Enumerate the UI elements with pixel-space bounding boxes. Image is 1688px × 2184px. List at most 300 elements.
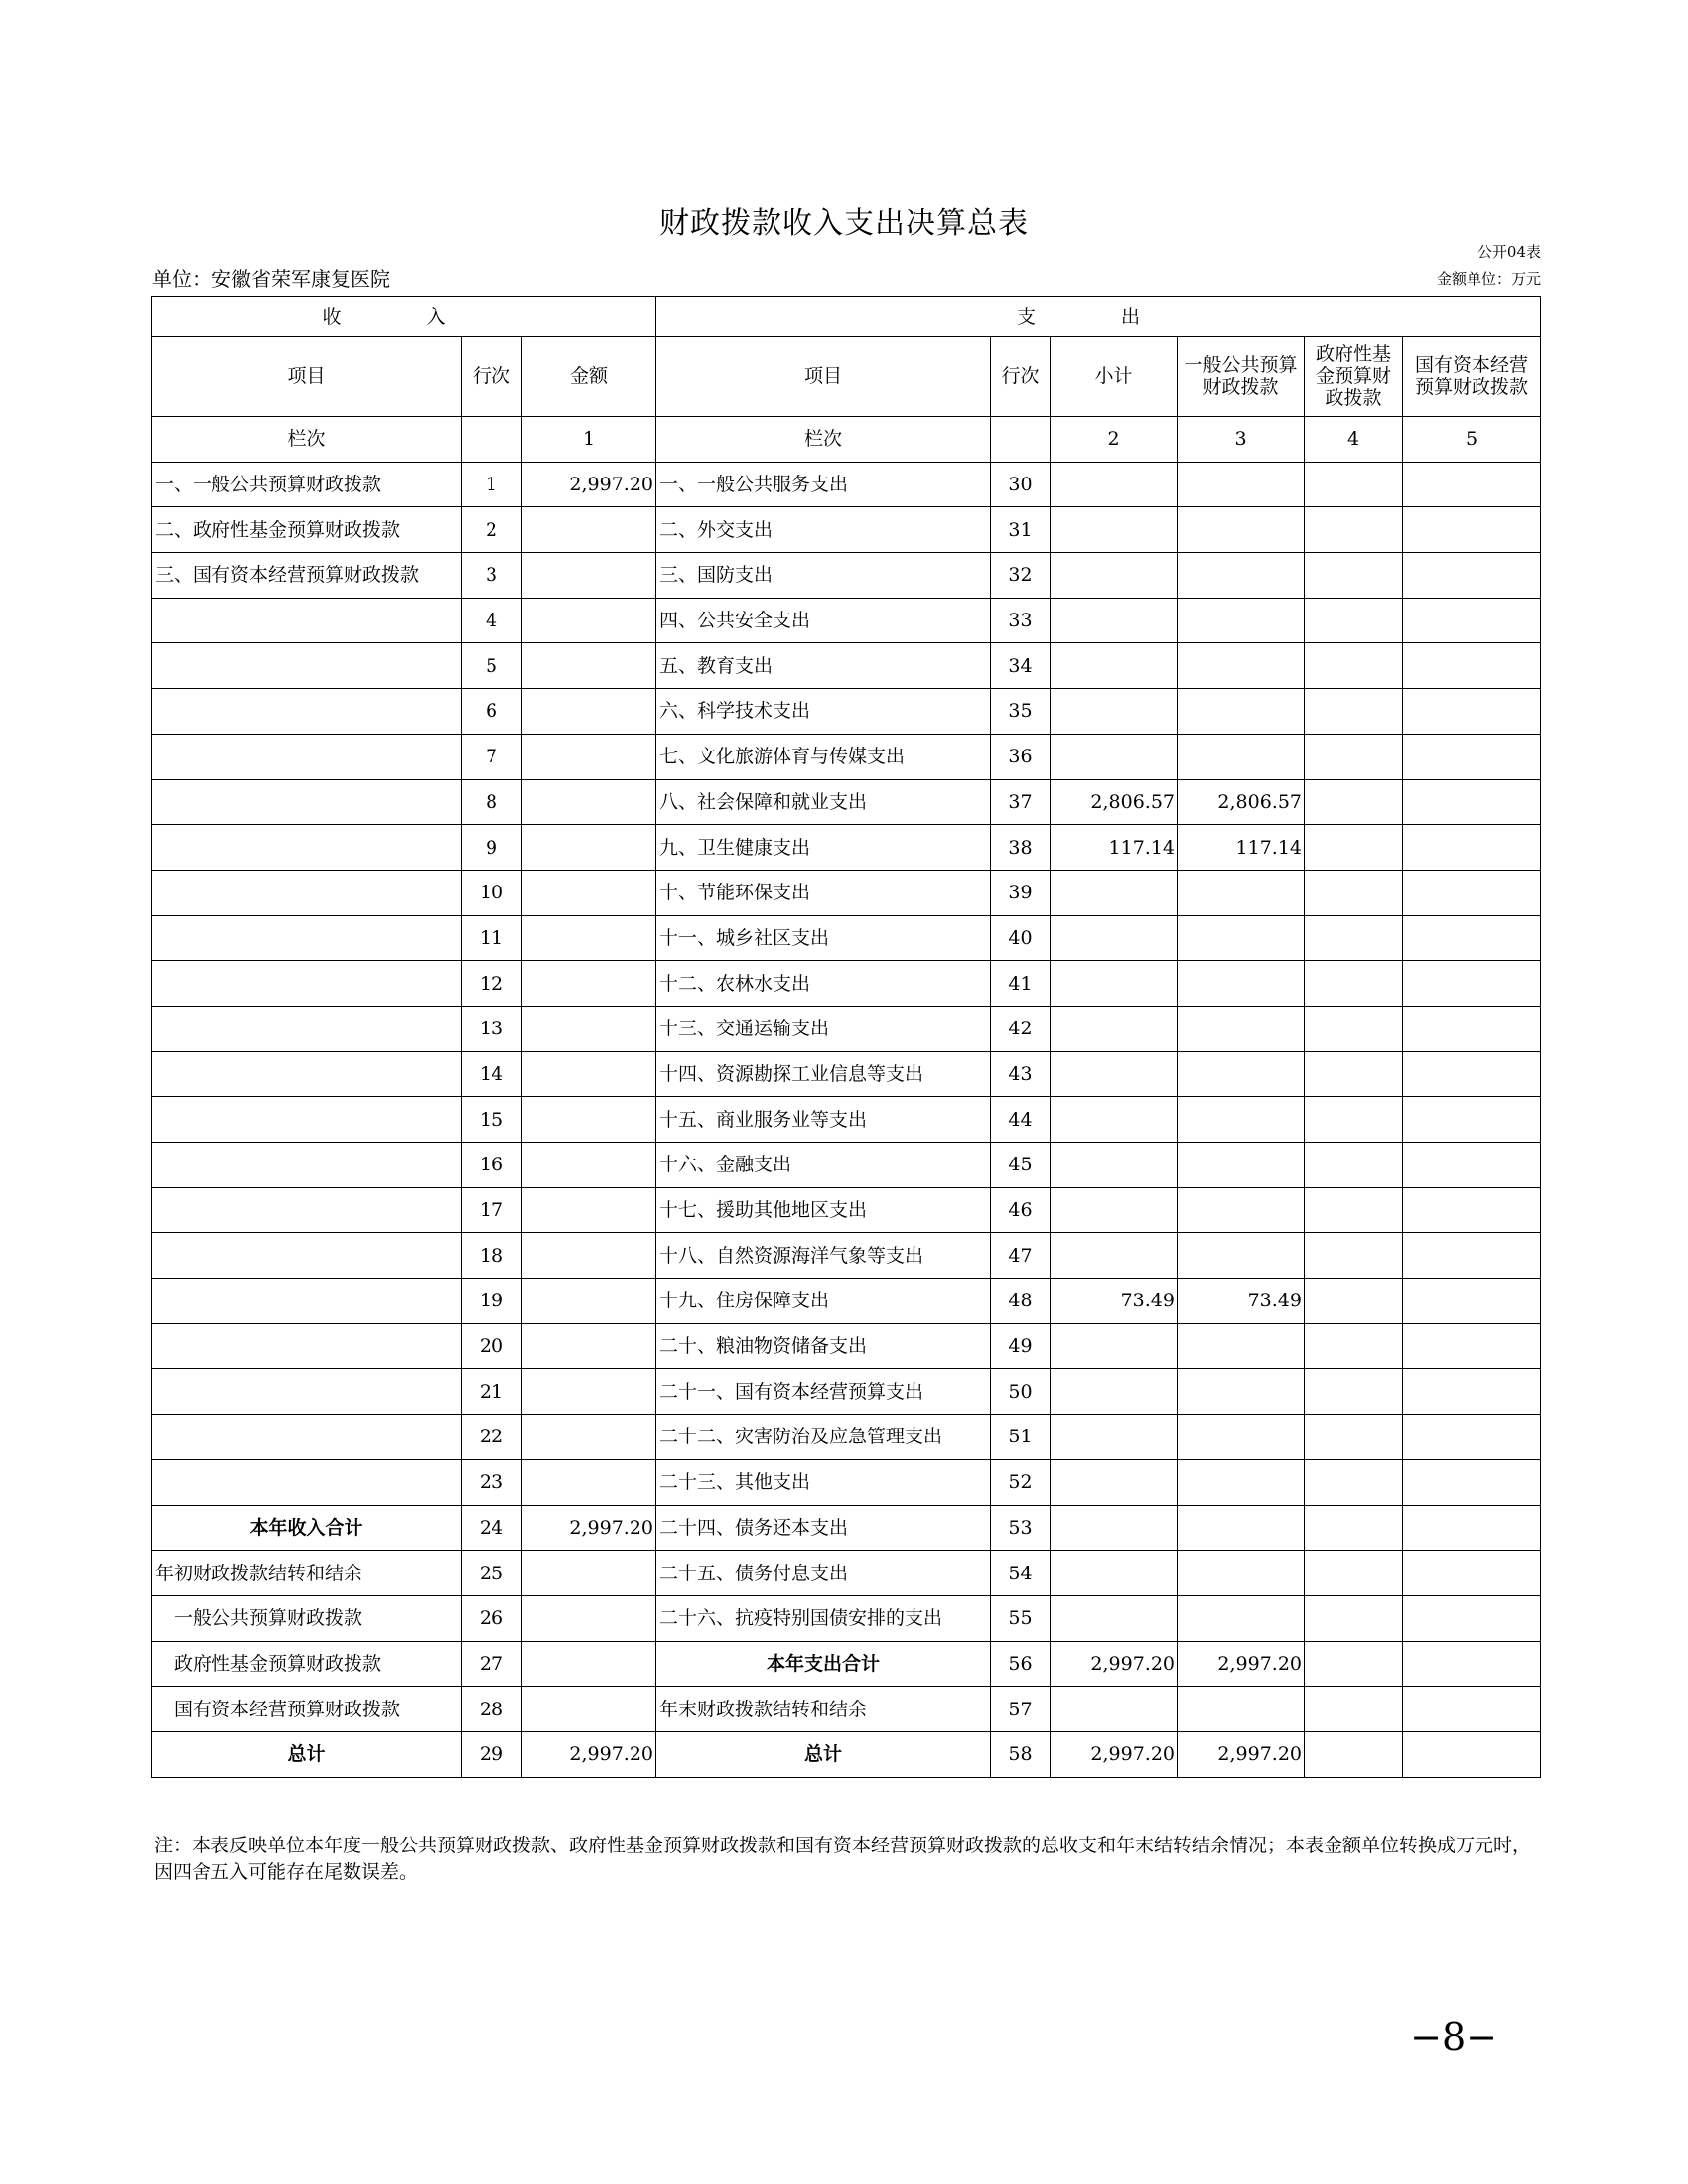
col-header-expense-item: 项目 [656, 337, 991, 417]
expense-line-cell: 46 [991, 1187, 1051, 1233]
expense-gov-fund-cell [1305, 643, 1403, 689]
income-line-cell: 14 [462, 1051, 522, 1097]
expense-line-cell: 33 [991, 598, 1051, 643]
income-amount-cell: 2,997.20 [522, 462, 656, 507]
footnote: 注：本表反映单位本年度一般公共预算财政拨款、政府性基金预算财政拨款和国有资本经营预算财政拨款的总收支和年末结转结余情况；本表金额单位转换成万元时，因四舍五入可能存在尾数误差。 [154, 1835, 1532, 1883]
income-line-cell: 29 [462, 1731, 522, 1777]
income-line-cell: 9 [462, 825, 522, 871]
expense-gov-fund-cell [1305, 1731, 1403, 1777]
income-amount-cell [522, 1233, 656, 1279]
income-item-cell [152, 825, 462, 871]
expense-gov-fund-cell [1305, 1641, 1403, 1687]
table-row [152, 1551, 1541, 1596]
expense-subtotal-cell [1051, 1687, 1178, 1732]
col-header-income-amount: 金额 [522, 337, 656, 417]
expense-general-budget-cell [1178, 1687, 1305, 1732]
col-index-4: 4 [1305, 417, 1403, 463]
table-row [152, 1097, 1541, 1143]
expense-line-cell: 32 [991, 553, 1051, 599]
expense-line-cell: 37 [991, 779, 1051, 825]
income-amount-cell [522, 825, 656, 871]
income-line-cell: 17 [462, 1187, 522, 1233]
col-index-empty [991, 417, 1051, 463]
col-index-expense-label: 栏次 [656, 417, 991, 463]
expense-gov-fund-cell [1305, 1006, 1403, 1051]
income-line-cell: 5 [462, 643, 522, 689]
table-row [152, 507, 1541, 553]
income-line-cell: 12 [462, 961, 522, 1007]
income-amount-cell [522, 915, 656, 961]
income-line-cell: 27 [462, 1641, 522, 1687]
income-item-cell: 一般公共预算财政拨款 [152, 1595, 462, 1641]
income-item-cell [152, 598, 462, 643]
income-line-cell: 6 [462, 689, 522, 735]
income-line-cell: 4 [462, 598, 522, 643]
expense-state-capital-cell [1403, 779, 1541, 825]
reporting-unit: 单位：安徽省荣军康复医院 [152, 267, 390, 291]
expense-item-cell: 六、科学技术支出 [656, 689, 991, 735]
expense-section-header: 支 出 [656, 297, 1541, 337]
form-number: 公开04表 [1477, 243, 1541, 261]
expense-general-budget-cell [1178, 643, 1305, 689]
expense-item-cell: 八、社会保障和就业支出 [656, 779, 991, 825]
income-amount-cell [522, 1641, 656, 1687]
income-item-cell [152, 779, 462, 825]
income-item-cell: 二、政府性基金预算财政拨款 [152, 507, 462, 553]
expense-state-capital-cell [1403, 689, 1541, 735]
expense-subtotal-cell [1051, 507, 1178, 553]
col-header-state-capital: 国有资本经营预算财政拨款 [1403, 337, 1541, 417]
income-amount-cell [522, 779, 656, 825]
expense-state-capital-cell [1403, 1323, 1541, 1369]
col-index-label: 栏次 [152, 417, 462, 463]
col-header-income-item: 项目 [152, 337, 462, 417]
expense-gov-fund-cell [1305, 1323, 1403, 1369]
income-line-cell: 16 [462, 1143, 522, 1188]
income-item-cell [152, 1459, 462, 1505]
expense-line-cell: 36 [991, 734, 1051, 779]
expense-general-budget-cell [1178, 1051, 1305, 1097]
income-line-cell: 24 [462, 1505, 522, 1551]
income-item-cell [152, 1097, 462, 1143]
expense-state-capital-cell [1403, 1279, 1541, 1324]
expense-general-budget-cell: 2,997.20 [1178, 1731, 1305, 1777]
income-line-cell: 10 [462, 870, 522, 915]
page-number: −8− [1410, 2015, 1497, 2059]
expense-item-cell: 年末财政拨款结转和结余 [656, 1687, 991, 1732]
expense-gov-fund-cell [1305, 870, 1403, 915]
expense-subtotal-cell [1051, 689, 1178, 735]
expense-general-budget-cell [1178, 961, 1305, 1007]
expense-gov-fund-cell [1305, 734, 1403, 779]
expense-item-cell: 一、一般公共服务支出 [656, 462, 991, 507]
expense-item-cell: 四、公共安全支出 [656, 598, 991, 643]
table-row [152, 734, 1541, 779]
expense-subtotal-cell [1051, 553, 1178, 599]
expense-line-cell: 34 [991, 643, 1051, 689]
expense-state-capital-cell [1403, 1415, 1541, 1460]
col-header-income-line: 行次 [462, 337, 522, 417]
expense-line-cell: 51 [991, 1415, 1051, 1460]
income-line-cell: 8 [462, 779, 522, 825]
col-index-5: 5 [1403, 417, 1541, 463]
income-item-cell: 政府性基金预算财政拨款 [152, 1641, 462, 1687]
income-amount-cell [522, 507, 656, 553]
income-amount-cell [522, 1051, 656, 1097]
expense-general-budget-cell: 2,806.57 [1178, 779, 1305, 825]
expense-item-cell: 十八、自然资源海洋气象等支出 [656, 1233, 991, 1279]
expense-item-cell: 十、节能环保支出 [656, 870, 991, 915]
expense-general-budget-cell [1178, 734, 1305, 779]
expense-gov-fund-cell [1305, 462, 1403, 507]
expense-general-budget-cell [1178, 1143, 1305, 1188]
income-line-cell: 23 [462, 1459, 522, 1505]
expense-line-cell: 55 [991, 1595, 1051, 1641]
income-item-cell [152, 961, 462, 1007]
table-row [152, 779, 1541, 825]
expense-line-cell: 42 [991, 1006, 1051, 1051]
expense-line-cell: 41 [991, 961, 1051, 1007]
expense-item-cell: 十五、商业服务业等支出 [656, 1097, 991, 1143]
expense-general-budget-cell [1178, 553, 1305, 599]
income-line-cell: 2 [462, 507, 522, 553]
expense-line-cell: 49 [991, 1323, 1051, 1369]
table-row [152, 1369, 1541, 1415]
expense-gov-fund-cell [1305, 1415, 1403, 1460]
expense-gov-fund-cell [1305, 1505, 1403, 1551]
expense-subtotal-cell: 117.14 [1051, 825, 1178, 871]
income-line-cell: 20 [462, 1323, 522, 1369]
col-header-gov-fund: 政府性基金预算财政拨款 [1305, 337, 1403, 417]
table-row [152, 1595, 1541, 1641]
table-row [152, 689, 1541, 735]
income-amount-cell [522, 1415, 656, 1460]
expense-gov-fund-cell [1305, 1551, 1403, 1596]
expense-subtotal-cell [1051, 1459, 1178, 1505]
expense-line-cell: 50 [991, 1369, 1051, 1415]
table-row [152, 1415, 1541, 1460]
expense-state-capital-cell [1403, 1187, 1541, 1233]
expense-state-capital-cell [1403, 1731, 1541, 1777]
expense-general-budget-cell: 73.49 [1178, 1279, 1305, 1324]
expense-gov-fund-cell [1305, 507, 1403, 553]
expense-state-capital-cell [1403, 825, 1541, 871]
expense-item-cell: 本年支出合计 [656, 1641, 991, 1687]
expense-subtotal-cell [1051, 1233, 1178, 1279]
expense-line-cell: 47 [991, 1233, 1051, 1279]
expense-line-cell: 58 [991, 1731, 1051, 1777]
expense-state-capital-cell [1403, 1097, 1541, 1143]
expense-state-capital-cell [1403, 1505, 1541, 1551]
expense-general-budget-cell [1178, 689, 1305, 735]
expense-gov-fund-cell [1305, 1595, 1403, 1641]
income-amount-cell [522, 553, 656, 599]
income-amount-cell [522, 1595, 656, 1641]
income-amount-cell [522, 1323, 656, 1369]
income-amount-cell [522, 870, 656, 915]
expense-item-cell: 二十三、其他支出 [656, 1459, 991, 1505]
expense-gov-fund-cell [1305, 1233, 1403, 1279]
expense-general-budget-cell [1178, 462, 1305, 507]
expense-item-cell: 二十一、国有资本经营预算支出 [656, 1369, 991, 1415]
expense-item-cell: 五、教育支出 [656, 643, 991, 689]
expense-subtotal-cell [1051, 870, 1178, 915]
expense-subtotal-cell [1051, 1369, 1178, 1415]
expense-line-cell: 44 [991, 1097, 1051, 1143]
col-header-general-budget: 一般公共预算财政拨款 [1178, 337, 1305, 417]
expense-subtotal-cell [1051, 1051, 1178, 1097]
income-item-cell: 年初财政拨款结转和结余 [152, 1551, 462, 1596]
income-item-cell: 本年收入合计 [152, 1505, 462, 1551]
expense-item-cell: 七、文化旅游体育与传媒支出 [656, 734, 991, 779]
expense-item-cell: 九、卫生健康支出 [656, 825, 991, 871]
expense-general-budget-cell [1178, 507, 1305, 553]
expense-gov-fund-cell [1305, 779, 1403, 825]
expense-item-cell: 十六、金融支出 [656, 1143, 991, 1188]
income-amount-cell [522, 961, 656, 1007]
expense-state-capital-cell [1403, 553, 1541, 599]
expense-state-capital-cell [1403, 643, 1541, 689]
income-line-cell: 3 [462, 553, 522, 599]
expense-subtotal-cell: 2,997.20 [1051, 1641, 1178, 1687]
income-item-cell: 三、国有资本经营预算财政拨款 [152, 553, 462, 599]
income-line-cell: 25 [462, 1551, 522, 1596]
expense-subtotal-cell: 73.49 [1051, 1279, 1178, 1324]
expense-state-capital-cell [1403, 734, 1541, 779]
expense-gov-fund-cell [1305, 1187, 1403, 1233]
expense-gov-fund-cell [1305, 689, 1403, 735]
expense-state-capital-cell [1403, 1459, 1541, 1505]
expense-state-capital-cell [1403, 1369, 1541, 1415]
income-line-cell: 1 [462, 462, 522, 507]
expense-general-budget-cell [1178, 1233, 1305, 1279]
col-header-expense-line: 行次 [991, 337, 1051, 417]
fiscal-summary-table [151, 296, 1541, 1778]
income-amount-cell [522, 1006, 656, 1051]
expense-subtotal-cell [1051, 598, 1178, 643]
expense-general-budget-cell [1178, 598, 1305, 643]
expense-general-budget-cell [1178, 1459, 1305, 1505]
income-line-cell: 7 [462, 734, 522, 779]
expense-gov-fund-cell [1305, 1279, 1403, 1324]
expense-state-capital-cell [1403, 870, 1541, 915]
income-item-cell [152, 870, 462, 915]
income-line-cell: 13 [462, 1006, 522, 1051]
expense-item-cell: 十七、援助其他地区支出 [656, 1187, 991, 1233]
expense-item-cell: 二十六、抗疫特别国债安排的支出 [656, 1595, 991, 1641]
expense-subtotal-cell [1051, 462, 1178, 507]
income-item-cell [152, 1323, 462, 1369]
expense-item-cell: 总计 [656, 1731, 991, 1777]
expense-item-cell: 二十二、灾害防治及应急管理支出 [656, 1415, 991, 1460]
income-amount-cell [522, 1143, 656, 1188]
expense-item-cell: 二十、粮油物资储备支出 [656, 1323, 991, 1369]
expense-line-cell: 35 [991, 689, 1051, 735]
income-item-cell: 国有资本经营预算财政拨款 [152, 1687, 462, 1732]
expense-item-cell: 十四、资源勘探工业信息等支出 [656, 1051, 991, 1097]
expense-general-budget-cell [1178, 1006, 1305, 1051]
income-amount-cell [522, 689, 656, 735]
col-index-empty [462, 417, 522, 463]
income-amount-cell [522, 734, 656, 779]
income-amount-cell [522, 643, 656, 689]
income-item-cell [152, 689, 462, 735]
table-row [152, 1505, 1541, 1551]
expense-state-capital-cell [1403, 1233, 1541, 1279]
income-line-cell: 21 [462, 1369, 522, 1415]
page-title: 财政拨款收入支出决算总表 [659, 206, 1029, 241]
expense-state-capital-cell [1403, 462, 1541, 507]
expense-subtotal-cell [1051, 1551, 1178, 1596]
table-row [152, 643, 1541, 689]
expense-line-cell: 48 [991, 1279, 1051, 1324]
table-row [152, 1731, 1541, 1777]
expense-gov-fund-cell [1305, 1459, 1403, 1505]
table-row [152, 870, 1541, 915]
expense-gov-fund-cell [1305, 553, 1403, 599]
expense-state-capital-cell [1403, 1595, 1541, 1641]
expense-state-capital-cell [1403, 1551, 1541, 1596]
expense-general-budget-cell [1178, 1097, 1305, 1143]
table-row [152, 553, 1541, 599]
expense-line-cell: 39 [991, 870, 1051, 915]
table-row [152, 598, 1541, 643]
expense-state-capital-cell [1403, 507, 1541, 553]
income-item-cell: 一、一般公共预算财政拨款 [152, 462, 462, 507]
expense-line-cell: 54 [991, 1551, 1051, 1596]
expense-gov-fund-cell [1305, 915, 1403, 961]
col-index-3: 3 [1178, 417, 1305, 463]
expense-gov-fund-cell [1305, 598, 1403, 643]
expense-state-capital-cell [1403, 1687, 1541, 1732]
income-line-cell: 15 [462, 1097, 522, 1143]
income-section-header: 收 入 [152, 297, 656, 337]
expense-subtotal-cell [1051, 1187, 1178, 1233]
income-item-cell [152, 1233, 462, 1279]
expense-state-capital-cell [1403, 1641, 1541, 1687]
table-row [152, 915, 1541, 961]
col-header-subtotal: 小计 [1051, 337, 1178, 417]
expense-general-budget-cell [1178, 1369, 1305, 1415]
expense-item-cell: 二十四、债务还本支出 [656, 1505, 991, 1551]
expense-subtotal-cell: 2,997.20 [1051, 1731, 1178, 1777]
income-line-cell: 18 [462, 1233, 522, 1279]
expense-line-cell: 52 [991, 1459, 1051, 1505]
income-amount-cell [522, 1687, 656, 1732]
table-row [152, 1143, 1541, 1188]
expense-subtotal-cell [1051, 915, 1178, 961]
table-row [152, 1279, 1541, 1324]
income-line-cell: 11 [462, 915, 522, 961]
expense-general-budget-cell [1178, 1187, 1305, 1233]
expense-gov-fund-cell [1305, 961, 1403, 1007]
expense-line-cell: 38 [991, 825, 1051, 871]
expense-general-budget-cell [1178, 1551, 1305, 1596]
income-item-cell [152, 1415, 462, 1460]
income-line-cell: 26 [462, 1595, 522, 1641]
income-item-cell [152, 1143, 462, 1188]
income-item-cell [152, 915, 462, 961]
expense-general-budget-cell [1178, 1415, 1305, 1460]
table-row [152, 1687, 1541, 1732]
expense-subtotal-cell [1051, 961, 1178, 1007]
table-row [152, 1459, 1541, 1505]
income-item-cell [152, 734, 462, 779]
expense-line-cell: 30 [991, 462, 1051, 507]
expense-general-budget-cell [1178, 915, 1305, 961]
income-amount-cell [522, 1187, 656, 1233]
expense-general-budget-cell [1178, 1323, 1305, 1369]
income-amount-cell [522, 598, 656, 643]
income-item-cell: 总计 [152, 1731, 462, 1777]
expense-line-cell: 40 [991, 915, 1051, 961]
table-row [152, 825, 1541, 871]
expense-item-cell: 二十五、债务付息支出 [656, 1551, 991, 1596]
expense-state-capital-cell [1403, 1051, 1541, 1097]
expense-general-budget-cell: 117.14 [1178, 825, 1305, 871]
expense-subtotal-cell [1051, 1143, 1178, 1188]
expense-gov-fund-cell [1305, 1687, 1403, 1732]
expense-line-cell: 53 [991, 1505, 1051, 1551]
expense-subtotal-cell: 2,806.57 [1051, 779, 1178, 825]
table-row [152, 1051, 1541, 1097]
income-line-cell: 22 [462, 1415, 522, 1460]
expense-subtotal-cell [1051, 1323, 1178, 1369]
income-item-cell [152, 1369, 462, 1415]
expense-state-capital-cell [1403, 1143, 1541, 1188]
expense-line-cell: 31 [991, 507, 1051, 553]
income-amount-cell [522, 1369, 656, 1415]
income-item-cell [152, 643, 462, 689]
income-item-cell [152, 1051, 462, 1097]
expense-subtotal-cell [1051, 1006, 1178, 1051]
income-line-cell: 28 [462, 1687, 522, 1732]
income-item-cell [152, 1279, 462, 1324]
expense-item-cell: 十九、住房保障支出 [656, 1279, 991, 1324]
col-index-2: 2 [1051, 417, 1178, 463]
income-amount-cell [522, 1459, 656, 1505]
expense-item-cell: 十一、城乡社区支出 [656, 915, 991, 961]
expense-subtotal-cell [1051, 1595, 1178, 1641]
table-row [152, 1233, 1541, 1279]
expense-gov-fund-cell [1305, 1369, 1403, 1415]
expense-general-budget-cell [1178, 870, 1305, 915]
expense-subtotal-cell [1051, 1505, 1178, 1551]
expense-subtotal-cell [1051, 734, 1178, 779]
expense-gov-fund-cell [1305, 1051, 1403, 1097]
expense-state-capital-cell [1403, 1006, 1541, 1051]
expense-gov-fund-cell [1305, 1143, 1403, 1188]
expense-general-budget-cell [1178, 1595, 1305, 1641]
income-amount-cell [522, 1279, 656, 1324]
income-item-cell [152, 1006, 462, 1051]
expense-subtotal-cell [1051, 643, 1178, 689]
table-row [152, 1323, 1541, 1369]
expense-gov-fund-cell [1305, 1097, 1403, 1143]
income-amount-cell [522, 1551, 656, 1596]
income-amount-cell [522, 1097, 656, 1143]
expense-general-budget-cell: 2,997.20 [1178, 1641, 1305, 1687]
expense-item-cell: 十二、农林水支出 [656, 961, 991, 1007]
expense-line-cell: 43 [991, 1051, 1051, 1097]
col-index-1: 1 [522, 417, 656, 463]
expense-item-cell: 十三、交通运输支出 [656, 1006, 991, 1051]
income-item-cell [152, 1187, 462, 1233]
expense-subtotal-cell [1051, 1415, 1178, 1460]
expense-line-cell: 45 [991, 1143, 1051, 1188]
income-line-cell: 19 [462, 1279, 522, 1324]
expense-line-cell: 57 [991, 1687, 1051, 1732]
